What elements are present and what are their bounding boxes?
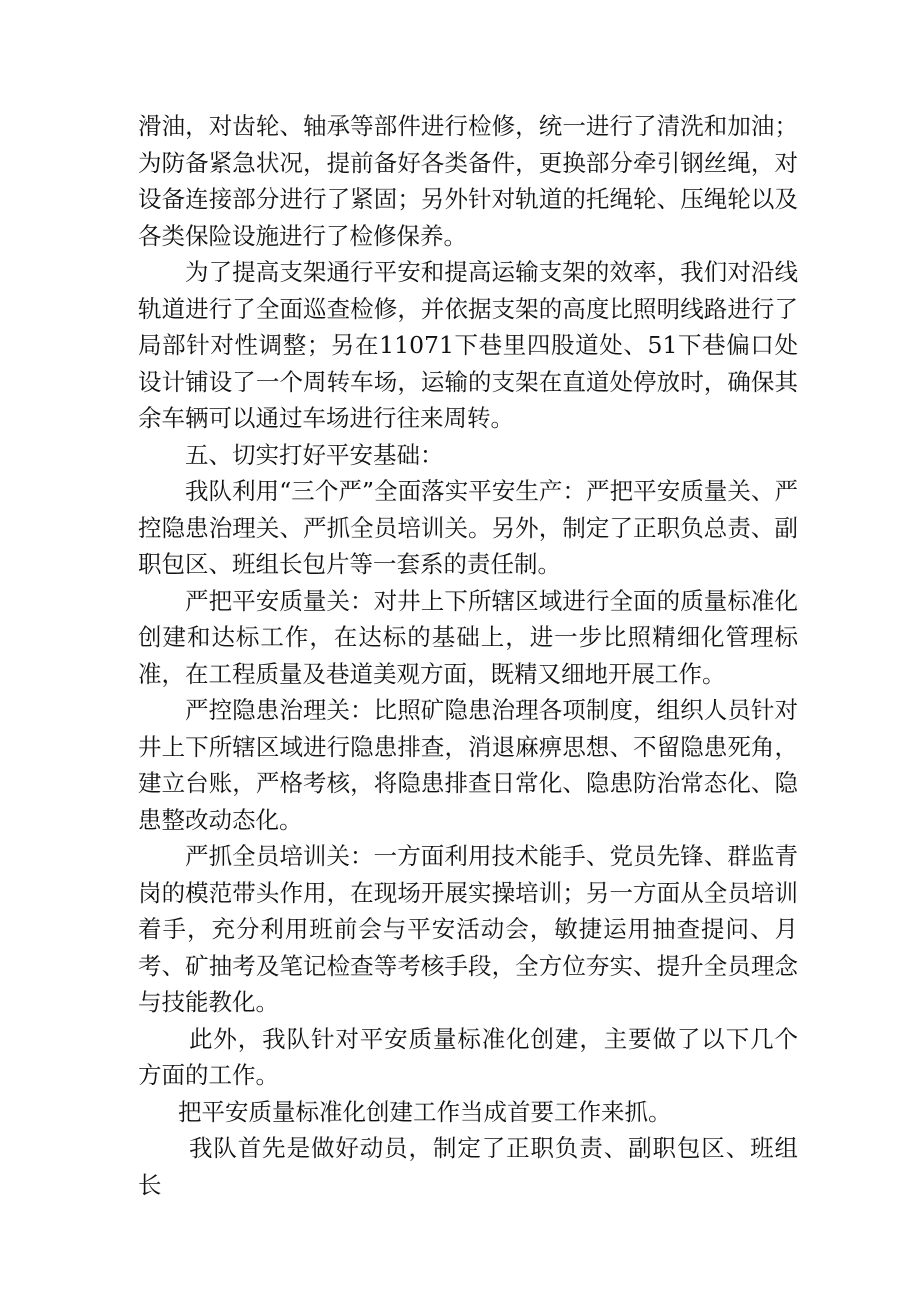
paragraph-three-strict: 我队利用“三个严”全面落实平安生产：严把平安质量关、严控隐患治理关、严抓全员培训关。另外，制定了正职负总责、副职包区、班组长包片等一套系的责任制。 (138, 477, 798, 578)
paragraph-track-inspection: 为了提高支架通行平安和提高运输支架的效率，我们对沿线轨道进行了全面巡查检修，并依据支架的高度比照明线路进行了局部针对性调整；另在11071下巷里四股道处、51下巷偏口处设计铺设了一个周转车场，运输的支架在直道处停放时，确保其余车辆可以通过车场进行往来周转。 (138, 258, 798, 432)
document-body (138, 108, 798, 1203)
section-heading-safety-foundation: 五、切实打好平安基础： (185, 440, 444, 469)
paragraph-staff-training: 严抓全员培训关：一方面利用技术能手、党员先锋、群监青岗的模范带头作用，在现场开展实操培训；另一方面从全员培训着手，充分利用班前会与平安活动会，敏捷运用抽查提问、月考、矿抽考及笔记检查等考核手段，全方位夯实、提升全员理念与技能教化。 (138, 842, 798, 1016)
paragraph-maintenance: 滑油，对齿轮、轴承等部件进行检修，统一进行了清洗和加油；为防备紧急状况，提前备好各类备件，更换部分牵引钢丝绳，对设备连接部分进行了紧固；另外针对轨道的托绳轮、压绳轮以及各类保险设施进行了检修保养。 (138, 112, 798, 250)
paragraph-priority-work: 把平安质量标准化创建工作当成首要工作来抓。 (178, 1097, 672, 1126)
paragraph-additional-work: 此外，我队针对平安质量标准化创建，主要做了以下几个方面的工作。 (138, 1024, 798, 1089)
paragraph-hazard-control: 严控隐患治理关：比照矿隐患治理各项制度，组织人员针对井上下所辖区域进行隐患排查，消退麻痹思想、不留隐患死角，建立台账，严格考核，将隐患排查日常化、隐患防治常态化、隐患整改动态化。 (138, 696, 798, 834)
paragraph-quality-check: 严把平安质量关：对井上下所辖区域进行全面的质量标准化创建和达标工作，在达标的基础上，进一步比照精细化管理标准，在工程质量及巷道美观方面，既精又细地开展工作。 (138, 586, 798, 688)
paragraph-mobilization: 我队首先是做好动员，制定了正职负责、副职包区、班组长 (138, 1134, 798, 1199)
